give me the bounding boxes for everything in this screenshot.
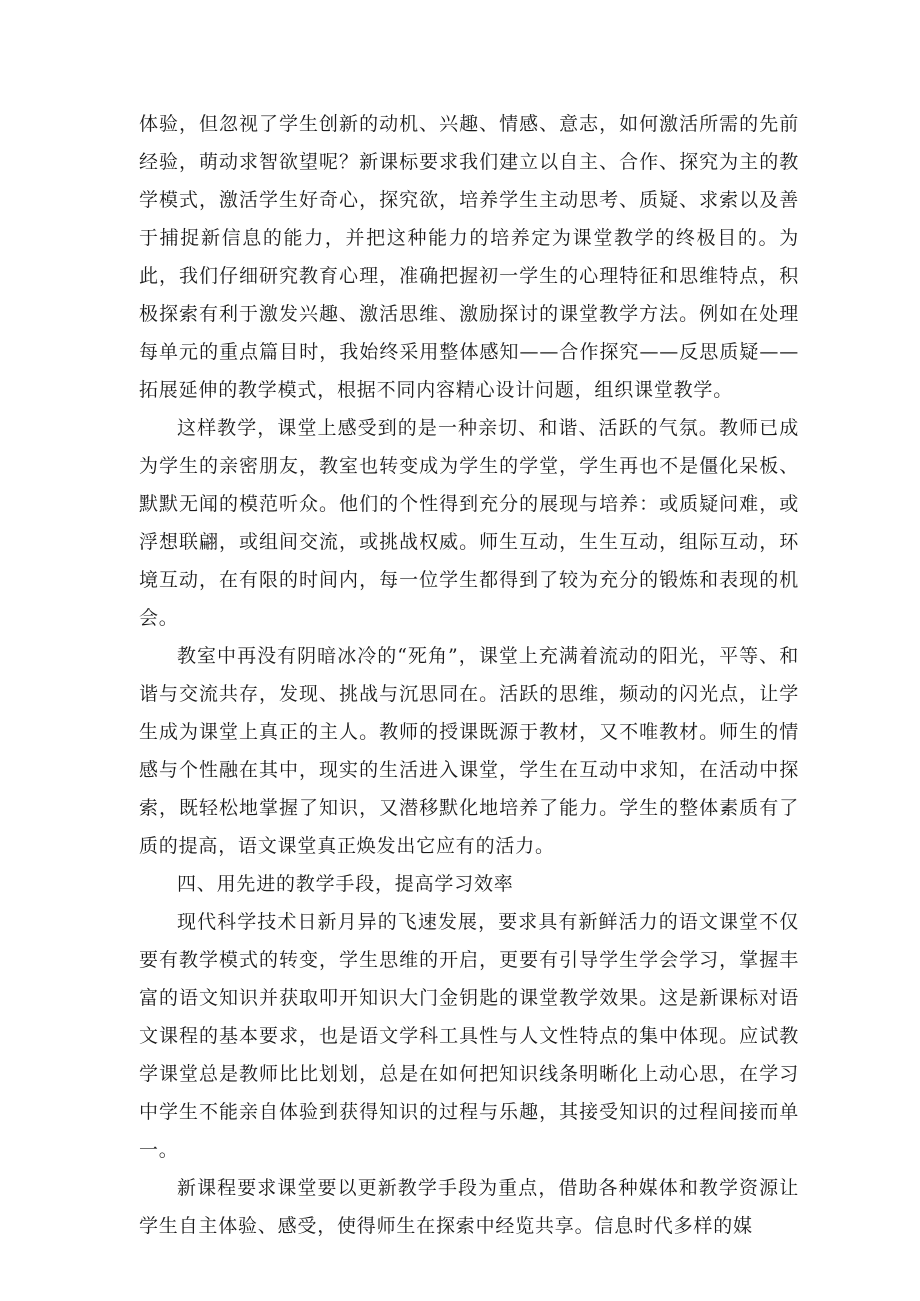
document-body xyxy=(139,105,799,1245)
section-heading: 四、用先进的教学手段，提高学习效率 xyxy=(177,873,514,895)
paragraph-continued: 体验，但忽视了学生创新的动机、兴趣、情感、意志，如何激活所需的先前经验，萌动求智欲望呢？新课标要求我们建立以自主、合作、探究为主的教学模式，激活学生好奇心，探究欲，培养学生主动思考、质疑、求索以及善于捕捉新信息的能力，并把这种能力的培养定为课堂教学的终极目的。为此，我们仔细研究教育心理，准确把握初一学生的心理特征和思维特点，积极探索有利于激发兴趣、激活思维、激励探讨的课堂教学方法。例如在处理每单元的重点篇目时，我始终采用整体感知——合作探究——反思质疑——拓展延伸的教学模式，根据不同内容精心设计问题，组织课堂教学。 xyxy=(139,113,799,401)
paragraph-truncated: 新课程要求课堂要以更新教学手段为重点，借助各种媒体和教学资源让学生自主体验、感受，使得师生在探索中经览共享。信息时代多样的媒 xyxy=(139,1177,799,1237)
paragraph: 教室中再没有阴暗冰冷的“死角”，课堂上充满着流动的阳光，平等、和谐与交流共存，发现、挑战与沉思同在。活跃的思维，频动的闪光点，让学生成为课堂上真正的主人。教师的授课既源于教材，又不唯教材。师生的情感与个性融在其中，现实的生活进入课堂，学生在互动中求知，在活动中探索，既轻松地掌握了知识，又潜移默化地培养了能力。学生的整体素质有了质的提高，语文课堂真正焕发出它应有的活力。 xyxy=(139,645,799,857)
paragraph: 现代科学技术日新月异的飞速发展，要求具有新鲜活力的语文课堂不仅要有教学模式的转变，学生思维的开启，更要有引导学生学会学习，掌握丰富的语文知识并获取叩开知识大门金钥匙的课堂教学效果。这是新课标对语文课程的基本要求，也是语文学科工具性与人文性特点的集中体现。应试教学课堂总是教师比比划划，总是在如何把知识线条明晰化上动心思，在学习中学生不能亲自体验到获得知识的过程与乐趣，其接受知识的过程间接而单一。 xyxy=(139,911,799,1161)
paragraph: 这样教学，课堂上感受到的是一种亲切、和谐、活跃的气氛。教师已成为学生的亲密朋友，教室也转变成为学生的学堂，学生再也不是僵化呆板、默默无闻的模范听众。他们的个性得到充分的展现与培养：或质疑问难，或浮想联翩，或组间交流，或挑战权威。师生互动，生生互动，组际互动，环境互动，在有限的时间内，每一位学生都得到了较为充分的锻炼和表现的机会。 xyxy=(139,417,799,629)
